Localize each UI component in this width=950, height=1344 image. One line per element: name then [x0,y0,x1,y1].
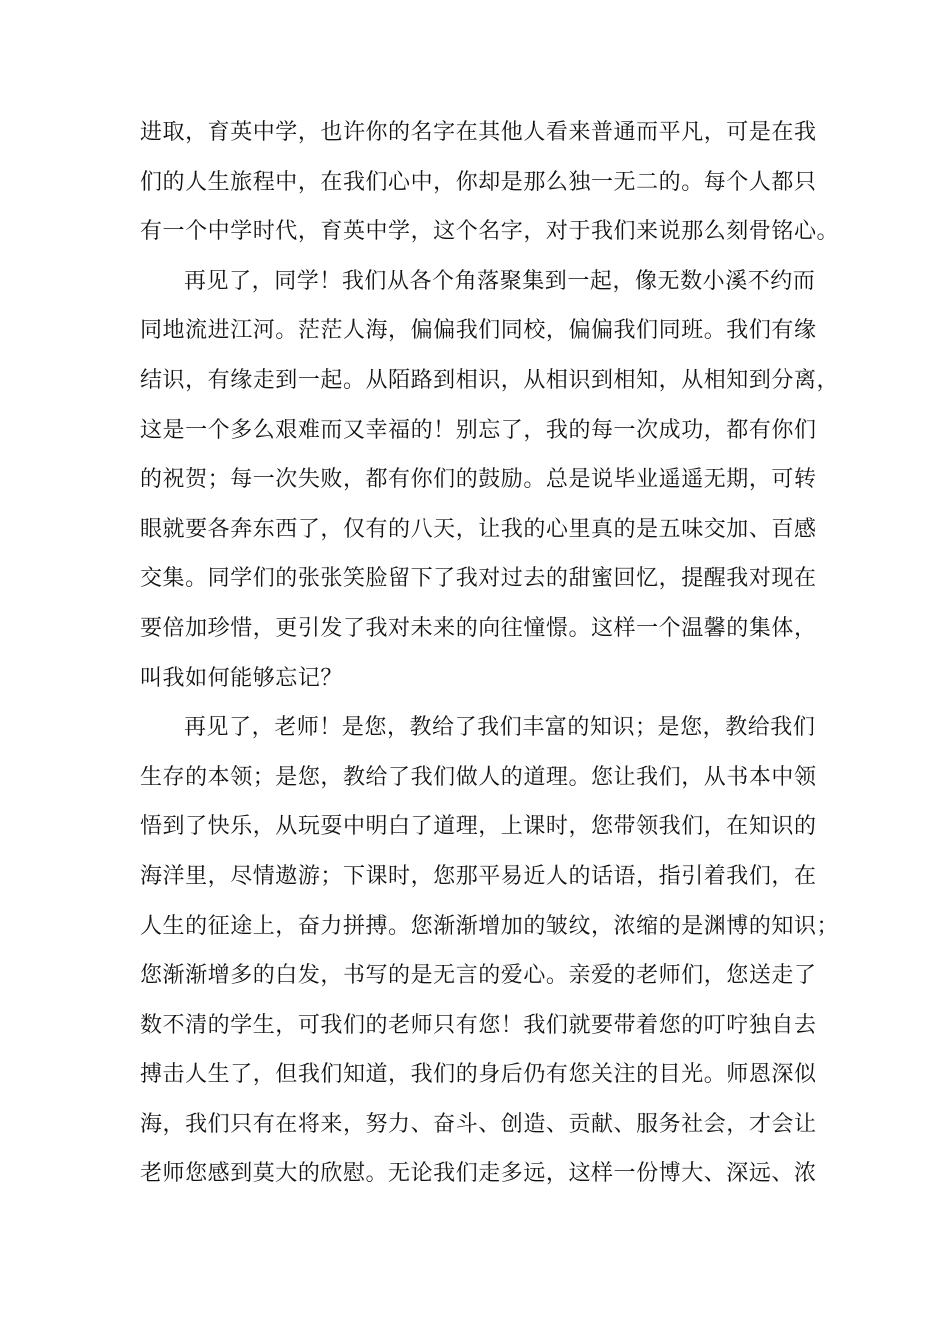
text-line: 生存的本领；是您，教给了我们做人的道理。您让我们，从书本中领 [140,764,817,790]
text-line: 进取，育英中学，也许你的名字在其他人看来普通而平凡，可是在我 [140,120,817,145]
text-line: 搏击人生了，但我们知道，我们的身后仍有您关注的目光。师恩深似 [140,1062,817,1088]
text-line: 同地流进江河。茫茫人海，偏偏我们同校，偏偏我们同班。我们有缘 [140,318,817,344]
text-line: 悟到了快乐，从玩耍中明白了道理，上课时，您带领我们，在知识的 [140,814,817,840]
text-line: 叫我如何能够忘记？ [140,665,343,691]
text-line: 们的人生旅程中，在我们心中，你却是那么独一无二的。每个人都只 [140,169,817,195]
body-text [140,108,840,1199]
text-line: 交集。同学们的张张笑脸留下了我对过去的甜蜜回忆，提醒我对现在 [140,566,817,592]
text-line: 人生的征途上，奋力拼搏。您渐渐增加的皱纹，浓缩的是渊博的知识； [140,913,840,939]
text-line: 的祝贺；每一次失败，都有你们的鼓励。总是说毕业遥遥无期，可转 [140,467,817,493]
text-line: 海，我们只有在将来，努力、奋斗、创造、贡献、服务社会，才会让 [140,1111,817,1137]
paragraph-start-line: 再见了，老师！是您，教给了我们丰富的知识；是您，教给我们 [184,715,816,741]
text-line: 有一个中学时代，育英中学，这个名字，对于我们来说那么刻骨铭心。 [140,219,840,245]
text-line: 海洋里，尽情遨游；下课时，您那平易近人的话语，指引着我们，在 [140,863,817,889]
text-line: 结识，有缘走到一起。从陌路到相识，从相识到相知，从相知到分离， [140,367,840,393]
text-line: 您渐渐增多的白发，书写的是无言的爱心。亲爱的老师们，您送走了 [140,963,817,989]
text-line: 老师您感到莫大的欣慰。无论我们走多远，这样一份博大、深远、浓 [140,1161,817,1187]
text-line: 数不清的学生，可我们的老师只有您！我们就要带着您的叮咛独自去 [140,1012,817,1038]
text-line: 要倍加珍惜，更引发了我对未来的向往憧憬。这样一个温馨的集体， [140,615,817,641]
text-line: 这是一个多么艰难而又幸福的！别忘了，我的每一次成功，都有你们 [140,417,817,443]
paragraph-start-line: 再见了，同学！我们从各个角落聚集到一起，像无数小溪不约而 [184,268,816,294]
text-line: 眼就要各奔东西了，仅有的八天，让我的心里真的是五味交加、百感 [140,516,817,542]
